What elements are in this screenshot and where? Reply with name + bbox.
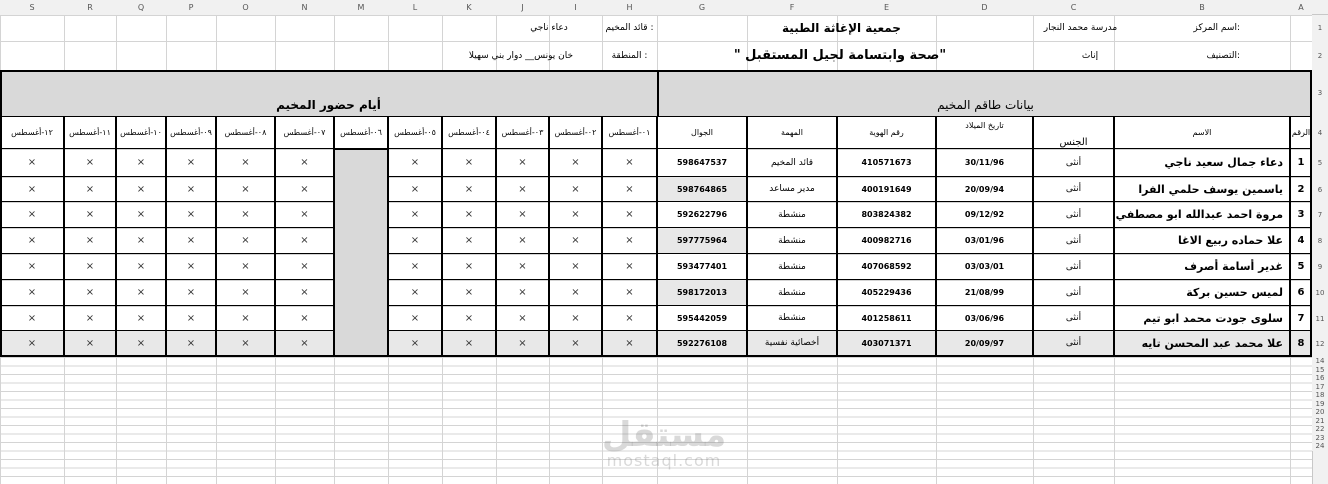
attendance-mark[interactable]: × bbox=[216, 228, 275, 254]
attendance-mark[interactable]: × bbox=[166, 306, 216, 331]
column-letter[interactable]: E bbox=[837, 0, 936, 15]
day-header: ٠٧-أغسطس bbox=[275, 116, 334, 149]
row-num: 8 bbox=[1290, 331, 1312, 357]
attendance-mark[interactable]: × bbox=[166, 254, 216, 280]
attendance-mark[interactable]: × bbox=[216, 254, 275, 280]
attendance-mark[interactable]: × bbox=[442, 254, 496, 280]
row-name[interactable]: سلوى جودت محمد ابو تيم bbox=[1114, 306, 1290, 331]
attendance-mark[interactable]: × bbox=[0, 306, 64, 331]
col-gender-header: الجنس bbox=[1033, 116, 1114, 149]
row-number[interactable]: 14 bbox=[1312, 357, 1328, 366]
row-id[interactable]: 803824382 bbox=[837, 202, 936, 228]
attendance-mark[interactable]: × bbox=[496, 149, 549, 177]
row-mobile[interactable]: 598647537 bbox=[657, 149, 747, 177]
day-header: ٠٦-أغسطس bbox=[334, 116, 388, 149]
attendance-mark[interactable]: × bbox=[116, 280, 166, 306]
col-id-header: رقم الهوية bbox=[837, 116, 936, 149]
row-gender[interactable]: أنثى bbox=[1033, 202, 1114, 228]
row-role[interactable]: منشطة bbox=[747, 306, 837, 331]
row-birth[interactable]: 20/09/94 bbox=[936, 177, 1033, 202]
attendance-mark[interactable]: × bbox=[275, 280, 334, 306]
section-staff-data: بيانات طاقم المخيم bbox=[657, 70, 1312, 117]
attendance-mark[interactable]: × bbox=[166, 228, 216, 254]
row-num: 1 bbox=[1290, 149, 1312, 177]
attendance-mark[interactable]: × bbox=[388, 306, 442, 331]
row-birth[interactable]: 03/01/96 bbox=[936, 228, 1033, 254]
day-header: ٠٣-أغسطس bbox=[496, 116, 549, 149]
attendance-mark[interactable]: × bbox=[64, 149, 116, 177]
day-header: ١١-أغسطس bbox=[64, 116, 116, 149]
attendance-mark[interactable]: × bbox=[166, 331, 216, 357]
day-header: ٠٩-أغسطس bbox=[166, 116, 216, 149]
attendance-mark[interactable]: × bbox=[496, 228, 549, 254]
column-letter[interactable]: R bbox=[64, 0, 116, 15]
day-header: ٠١-أغسطس bbox=[602, 116, 657, 149]
column-letter[interactable]: A bbox=[1290, 0, 1312, 15]
row-number[interactable]: 10 bbox=[1312, 280, 1328, 306]
row-num: 5 bbox=[1290, 254, 1312, 280]
attendance-mark[interactable]: × bbox=[602, 306, 657, 331]
leader-label: قائد المخيم : bbox=[605, 23, 654, 33]
region-value: خان يونس__ دوار بني سهيلا bbox=[468, 50, 574, 61]
attendance-mark[interactable]: × bbox=[64, 306, 116, 331]
attendance-mark[interactable]: × bbox=[166, 202, 216, 228]
row-id[interactable]: 403071371 bbox=[837, 331, 936, 357]
row-role[interactable]: قائد المخيم bbox=[747, 149, 837, 177]
column-letter[interactable]: J bbox=[496, 0, 549, 15]
attendance-mark[interactable]: × bbox=[166, 149, 216, 177]
attendance-mark[interactable]: × bbox=[549, 306, 602, 331]
column-letter[interactable]: P bbox=[166, 0, 216, 15]
row-num: 4 bbox=[1290, 228, 1312, 254]
row-number[interactable]: 15 bbox=[1312, 366, 1328, 375]
row-number[interactable]: 3 bbox=[1312, 70, 1328, 116]
attendance-mark[interactable]: × bbox=[64, 202, 116, 228]
attendance-mark[interactable]: × bbox=[0, 228, 64, 254]
row-name[interactable]: لميس حسين بركة bbox=[1114, 280, 1290, 306]
column-letter[interactable]: F bbox=[747, 0, 837, 15]
row-name[interactable]: دعاء جمال سعيد ناجي bbox=[1114, 149, 1290, 177]
row-gender[interactable]: أنثى bbox=[1033, 177, 1114, 202]
row-gender[interactable]: أنثى bbox=[1033, 280, 1114, 306]
attendance-mark[interactable]: × bbox=[549, 202, 602, 228]
row-id[interactable]: 410571673 bbox=[837, 149, 936, 177]
attendance-mark[interactable]: × bbox=[216, 202, 275, 228]
attendance-mark[interactable]: × bbox=[388, 202, 442, 228]
attendance-mark[interactable]: × bbox=[602, 177, 657, 202]
attendance-mark[interactable]: × bbox=[166, 177, 216, 202]
attendance-mark[interactable]: × bbox=[64, 228, 116, 254]
attendance-mark[interactable]: × bbox=[442, 202, 496, 228]
row-name[interactable]: غدير أسامة أصرف bbox=[1114, 254, 1290, 280]
row-name[interactable]: علا حماده ربيع الاغا bbox=[1114, 228, 1290, 254]
row-num: 2 bbox=[1290, 177, 1312, 202]
attendance-mark[interactable]: × bbox=[116, 306, 166, 331]
row-number[interactable]: 4 bbox=[1312, 116, 1328, 149]
attendance-mark[interactable]: × bbox=[549, 228, 602, 254]
row-num: 6 bbox=[1290, 280, 1312, 306]
row-number[interactable]: 21 bbox=[1312, 417, 1328, 426]
column-letter[interactable]: L bbox=[388, 0, 442, 15]
attendance-mark[interactable]: × bbox=[64, 177, 116, 202]
attendance-mark[interactable]: × bbox=[388, 177, 442, 202]
day-header: ١٢-أغسطس bbox=[0, 116, 64, 149]
row-number[interactable]: 8 bbox=[1312, 228, 1328, 254]
attendance-mark[interactable]: × bbox=[275, 331, 334, 357]
class-label: التصنيف: bbox=[1206, 50, 1240, 61]
center-value: مدرسة محمد النجار bbox=[1043, 23, 1118, 33]
attendance-mark[interactable]: × bbox=[496, 306, 549, 331]
org-name: جمعية الإغاثة الطبية bbox=[782, 21, 901, 35]
row-number[interactable]: 19 bbox=[1312, 400, 1328, 409]
column-letter[interactable]: N bbox=[275, 0, 334, 15]
day-header: ٠٤-أغسطس bbox=[442, 116, 496, 149]
attendance-mark[interactable]: × bbox=[0, 202, 64, 228]
row-name[interactable]: ياسمين يوسف حلمي الفرا bbox=[1114, 177, 1290, 202]
row-number[interactable]: 24 bbox=[1312, 442, 1328, 451]
attendance-mark[interactable]: × bbox=[116, 149, 166, 177]
attendance-mark[interactable]: × bbox=[496, 331, 549, 357]
row-mobile[interactable]: 592622796 bbox=[657, 202, 747, 228]
row-gender[interactable]: أنثى bbox=[1033, 254, 1114, 280]
row-birth[interactable]: 20/09/97 bbox=[936, 331, 1033, 357]
col-name-header: الاسم bbox=[1114, 116, 1290, 149]
attendance-mark[interactable]: × bbox=[64, 331, 116, 357]
attendance-mark[interactable]: × bbox=[116, 202, 166, 228]
center-label: اسم المركز: bbox=[1193, 23, 1240, 33]
row-birth[interactable]: 21/08/99 bbox=[936, 280, 1033, 306]
row-role[interactable]: منشطة bbox=[747, 280, 837, 306]
attendance-mark[interactable]: × bbox=[549, 177, 602, 202]
row-role[interactable]: مدير مساعد bbox=[747, 177, 837, 202]
attendance-mark[interactable]: × bbox=[388, 331, 442, 357]
day06-merged-block bbox=[334, 149, 388, 357]
attendance-mark[interactable]: × bbox=[496, 177, 549, 202]
attendance-mark[interactable]: × bbox=[64, 254, 116, 280]
row-role[interactable]: منشطة bbox=[747, 202, 837, 228]
row-mobile[interactable]: 598172013 bbox=[657, 280, 747, 306]
attendance-mark[interactable]: × bbox=[388, 254, 442, 280]
column-letter[interactable]: B bbox=[1114, 0, 1290, 15]
attendance-mark[interactable]: × bbox=[496, 280, 549, 306]
section-attendance-days: أيام حضور المخيم bbox=[0, 70, 657, 117]
row-role[interactable]: أخصائية نفسية bbox=[747, 331, 837, 357]
attendance-mark[interactable]: × bbox=[602, 331, 657, 357]
attendance-mark[interactable]: × bbox=[216, 177, 275, 202]
column-letter[interactable]: C bbox=[1033, 0, 1114, 15]
row-number[interactable]: 1 bbox=[1312, 15, 1328, 41]
row-number[interactable]: 9 bbox=[1312, 254, 1328, 280]
row-mobile[interactable]: 598764865 bbox=[657, 177, 747, 202]
row-birth[interactable]: 03/03/01 bbox=[936, 254, 1033, 280]
column-letter[interactable]: H bbox=[602, 0, 657, 15]
leader-value: دعاء ناجي bbox=[530, 23, 568, 33]
attendance-mark[interactable]: × bbox=[275, 202, 334, 228]
row-gender[interactable]: أنثى bbox=[1033, 149, 1114, 177]
row-number[interactable]: 16 bbox=[1312, 374, 1328, 383]
row-gender[interactable]: أنثى bbox=[1033, 306, 1114, 331]
row-id[interactable]: 400191649 bbox=[837, 177, 936, 202]
attendance-mark[interactable]: × bbox=[602, 254, 657, 280]
attendance-mark[interactable]: × bbox=[602, 228, 657, 254]
column-letter[interactable]: O bbox=[216, 0, 275, 15]
col-birth-header: تاريخ الميلاد bbox=[936, 116, 1033, 149]
column-letter[interactable]: M bbox=[334, 0, 388, 15]
col-mobile-header: الجوال bbox=[657, 116, 747, 149]
attendance-mark[interactable]: × bbox=[442, 228, 496, 254]
attendance-mark[interactable]: × bbox=[116, 228, 166, 254]
region-label: المنطقة : bbox=[611, 50, 648, 61]
row-num: 7 bbox=[1290, 306, 1312, 331]
column-letter[interactable]: K bbox=[442, 0, 496, 15]
attendance-mark[interactable]: × bbox=[166, 280, 216, 306]
attendance-mark[interactable]: × bbox=[0, 149, 64, 177]
attendance-mark[interactable]: × bbox=[549, 149, 602, 177]
attendance-mark[interactable]: × bbox=[388, 280, 442, 306]
attendance-mark[interactable]: × bbox=[496, 254, 549, 280]
row-name[interactable]: علا محمد عبد المحسن تايه bbox=[1114, 331, 1290, 357]
watermark-latin: mostaql.com bbox=[606, 451, 722, 470]
attendance-mark[interactable]: × bbox=[549, 280, 602, 306]
row-num: 3 bbox=[1290, 202, 1312, 228]
row-mobile[interactable]: 597775964 bbox=[657, 228, 747, 254]
attendance-mark[interactable]: × bbox=[0, 177, 64, 202]
attendance-mark[interactable]: × bbox=[442, 331, 496, 357]
day-header: ٠٥-أغسطس bbox=[388, 116, 442, 149]
attendance-mark[interactable]: × bbox=[442, 177, 496, 202]
attendance-mark[interactable]: × bbox=[0, 331, 64, 357]
day-header: ٠٨-أغسطس bbox=[216, 116, 275, 149]
class-value: إناث bbox=[1081, 50, 1099, 61]
column-letter[interactable]: Q bbox=[116, 0, 166, 15]
watermark-arabic: مستقل bbox=[601, 415, 727, 455]
slogan: " صحة وابتسامة لجيل المستقبل" bbox=[733, 48, 947, 63]
row-number[interactable]: 2 bbox=[1312, 41, 1328, 70]
row-mobile[interactable]: 592276108 bbox=[657, 331, 747, 357]
column-letter[interactable]: G bbox=[657, 0, 747, 15]
row-gender[interactable]: أنثى bbox=[1033, 228, 1114, 254]
attendance-mark[interactable]: × bbox=[275, 177, 334, 202]
row-birth[interactable]: 03/06/96 bbox=[936, 306, 1033, 331]
attendance-mark[interactable]: × bbox=[602, 280, 657, 306]
row-id[interactable]: 400982716 bbox=[837, 228, 936, 254]
attendance-mark[interactable]: × bbox=[116, 331, 166, 357]
row-number[interactable]: 20 bbox=[1312, 408, 1328, 417]
col-role-header: المهمة bbox=[747, 116, 837, 149]
attendance-mark[interactable]: × bbox=[496, 202, 549, 228]
row-role[interactable]: منشطة bbox=[747, 228, 837, 254]
row-id[interactable]: 407068592 bbox=[837, 254, 936, 280]
attendance-mark[interactable]: × bbox=[388, 228, 442, 254]
attendance-mark[interactable]: × bbox=[549, 331, 602, 357]
column-letter[interactable]: S bbox=[0, 0, 64, 15]
attendance-mark[interactable]: × bbox=[442, 280, 496, 306]
row-number[interactable]: 5 bbox=[1312, 149, 1328, 177]
attendance-mark[interactable]: × bbox=[602, 202, 657, 228]
attendance-mark[interactable]: × bbox=[216, 149, 275, 177]
row-mobile[interactable]: 595442059 bbox=[657, 306, 747, 331]
row-number[interactable]: 6 bbox=[1312, 177, 1328, 202]
row-number[interactable]: 23 bbox=[1312, 434, 1328, 443]
row-number[interactable]: 18 bbox=[1312, 391, 1328, 400]
row-number[interactable]: 11 bbox=[1312, 306, 1328, 331]
attendance-mark[interactable]: × bbox=[216, 280, 275, 306]
row-number[interactable]: 22 bbox=[1312, 425, 1328, 434]
attendance-mark[interactable]: × bbox=[442, 149, 496, 177]
row-id[interactable]: 401258611 bbox=[837, 306, 936, 331]
attendance-mark[interactable]: × bbox=[275, 149, 334, 177]
row-gender[interactable]: أنثى bbox=[1033, 331, 1114, 357]
attendance-mark[interactable]: × bbox=[116, 254, 166, 280]
column-letter[interactable]: I bbox=[549, 0, 602, 15]
attendance-mark[interactable]: × bbox=[275, 254, 334, 280]
attendance-mark[interactable]: × bbox=[275, 306, 334, 331]
row-role[interactable]: منشطة bbox=[747, 254, 837, 280]
attendance-mark[interactable]: × bbox=[0, 254, 64, 280]
attendance-mark[interactable]: × bbox=[275, 228, 334, 254]
attendance-mark[interactable]: × bbox=[0, 280, 64, 306]
day-header: ١٠-أغسطس bbox=[116, 116, 166, 149]
attendance-mark[interactable]: × bbox=[216, 331, 275, 357]
row-number[interactable]: 17 bbox=[1312, 383, 1328, 392]
col-num-header: الرقم bbox=[1290, 116, 1312, 149]
row-birth[interactable]: 30/11/96 bbox=[936, 149, 1033, 177]
attendance-mark[interactable]: × bbox=[388, 149, 442, 177]
attendance-mark[interactable]: × bbox=[549, 254, 602, 280]
row-id[interactable]: 405229436 bbox=[837, 280, 936, 306]
attendance-mark[interactable]: × bbox=[64, 280, 116, 306]
attendance-mark[interactable]: × bbox=[442, 306, 496, 331]
attendance-mark[interactable]: × bbox=[216, 306, 275, 331]
row-mobile[interactable]: 593477401 bbox=[657, 254, 747, 280]
row-number[interactable]: 12 bbox=[1312, 331, 1328, 357]
row-birth[interactable]: 09/12/92 bbox=[936, 202, 1033, 228]
row-name[interactable]: مروة احمد عبدالله ابو مصطفي bbox=[1114, 202, 1290, 228]
attendance-mark[interactable]: × bbox=[602, 149, 657, 177]
day-header: ٠٢-أغسطس bbox=[549, 116, 602, 149]
attendance-mark[interactable]: × bbox=[116, 177, 166, 202]
column-letter[interactable]: D bbox=[936, 0, 1033, 15]
row-number[interactable]: 7 bbox=[1312, 202, 1328, 228]
